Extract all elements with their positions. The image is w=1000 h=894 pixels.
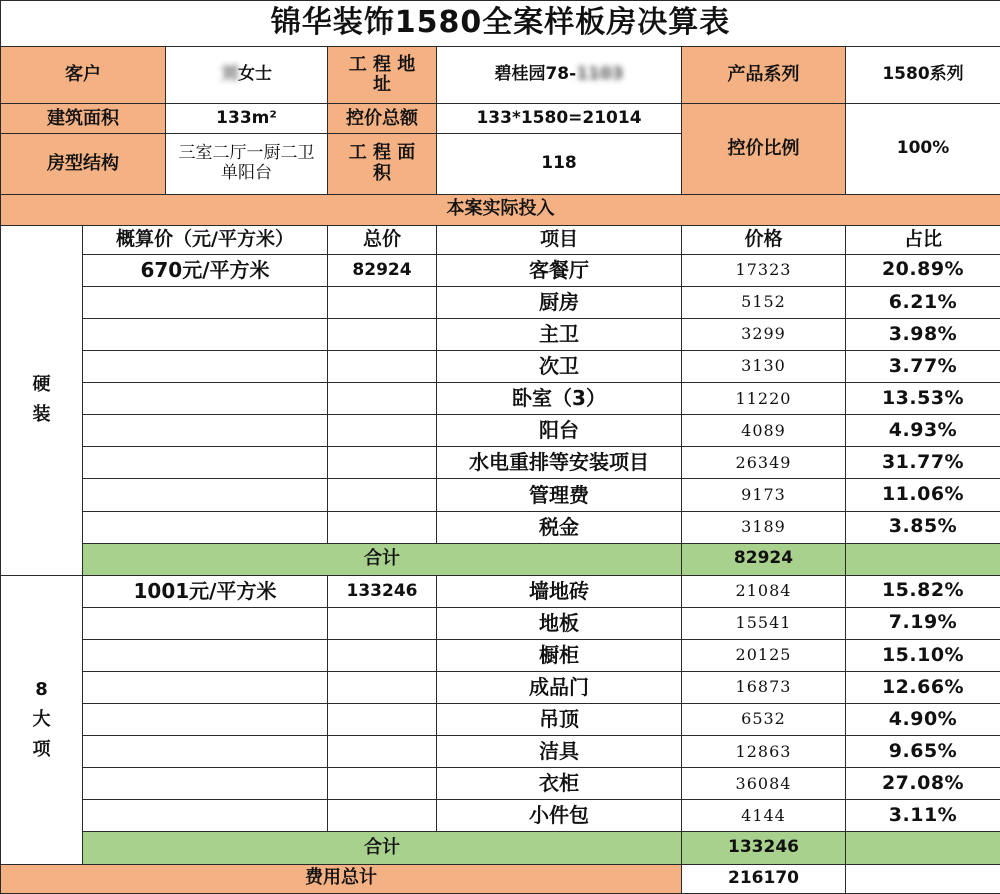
- table-row: [1, 800, 1000, 832]
- series-label: 产品系列: [682, 47, 846, 104]
- control-ratio-value: 100%: [846, 104, 1000, 194]
- empty-cell: [328, 800, 437, 832]
- item-price: 11220: [682, 383, 846, 415]
- item-name: 次卫: [437, 351, 682, 383]
- item-name: 客餐厅: [437, 254, 682, 286]
- item-name: 税金: [437, 511, 682, 543]
- item-price: 4089: [682, 415, 846, 447]
- item-name: 管理费: [437, 479, 682, 511]
- table-row: [1, 639, 1000, 671]
- hard-subtotal-label: 合计: [83, 543, 682, 575]
- empty-cell: [83, 415, 328, 447]
- item-price: 16873: [682, 672, 846, 704]
- empty-cell: [328, 607, 437, 639]
- empty-cell: [328, 672, 437, 704]
- item-name: 水电重排等安装项目: [437, 447, 682, 479]
- column-total: 总价: [328, 225, 437, 254]
- item-ratio: 15.10%: [846, 639, 1000, 671]
- item-name: 厨房: [437, 286, 682, 318]
- section-label-char: 大: [32, 708, 51, 730]
- item-price: 21084: [682, 575, 846, 607]
- item-ratio: 31.77%: [846, 447, 1000, 479]
- customer-label: 客户: [1, 47, 166, 104]
- item-ratio: 12.66%: [846, 672, 1000, 704]
- item-name: 洁具: [437, 736, 682, 768]
- table-row: [1, 575, 1000, 607]
- item-price: 3130: [682, 351, 846, 383]
- item-price: 26349: [682, 447, 846, 479]
- column-ratio: 占比: [846, 225, 1000, 254]
- item-ratio: 7.19%: [846, 607, 1000, 639]
- section-label-char: 项: [32, 738, 51, 760]
- column-estimate: 概算价（元/平方米）: [83, 225, 328, 254]
- section-label-char: 硬: [32, 374, 51, 396]
- empty-cell: [328, 286, 437, 318]
- customer-name: [166, 47, 328, 104]
- item-price: 36084: [682, 768, 846, 800]
- item-ratio: 27.08%: [846, 768, 1000, 800]
- page-title: 锦华装饰1580全案样板房决算表: [1, 1, 1000, 47]
- customer-name-blurred: 刘: [221, 64, 238, 85]
- hard-rate: 670元/平方米: [83, 254, 328, 286]
- area-label: 建筑面积: [1, 104, 166, 134]
- empty-cell: [83, 639, 328, 671]
- empty-cell: [83, 736, 328, 768]
- empty-cell: [328, 736, 437, 768]
- layout-label: 房型结构: [1, 134, 166, 194]
- item-ratio: 9.65%: [846, 736, 1000, 768]
- item-price: 12863: [682, 736, 846, 768]
- table-row: [1, 286, 1000, 318]
- empty-cell: [328, 447, 437, 479]
- empty-cell: [846, 832, 1000, 864]
- table-row: [1, 254, 1000, 286]
- empty-cell: [328, 415, 437, 447]
- table-row: [1, 383, 1000, 415]
- item-name: 地板: [437, 607, 682, 639]
- item-ratio: 3.11%: [846, 800, 1000, 832]
- area-value: 133m²: [166, 104, 328, 134]
- empty-cell: [328, 704, 437, 736]
- table-row: [1, 447, 1000, 479]
- layout-value: 三室二厅一厨二卫 单阳台: [166, 134, 328, 194]
- table-row: [1, 351, 1000, 383]
- item-price: 20125: [682, 639, 846, 671]
- item-ratio: 13.53%: [846, 383, 1000, 415]
- major-rate: 1001元/平方米: [83, 575, 328, 607]
- address-prefix: 碧桂园78-: [494, 64, 577, 85]
- item-ratio: 20.89%: [846, 254, 1000, 286]
- total-control-label: 控价总额: [328, 104, 437, 134]
- subtotal-row: [1, 543, 1000, 575]
- item-ratio: 11.06%: [846, 479, 1000, 511]
- address-label: 工 程 地 址: [328, 47, 437, 104]
- address-value: [437, 47, 682, 104]
- item-price: 15541: [682, 607, 846, 639]
- column-price: 价格: [682, 225, 846, 254]
- item-price: 5152: [682, 286, 846, 318]
- item-name: 成品门: [437, 672, 682, 704]
- project-area-label: 工 程 面 积: [328, 134, 437, 194]
- empty-cell: [83, 318, 328, 350]
- actual-investment-header: 本案实际投入: [1, 194, 1000, 225]
- table-row: [1, 479, 1000, 511]
- table-row: [1, 607, 1000, 639]
- item-ratio: 15.82%: [846, 575, 1000, 607]
- item-price: 3299: [682, 318, 846, 350]
- empty-cell: [83, 768, 328, 800]
- item-price: 17323: [682, 254, 846, 286]
- empty-cell: [328, 511, 437, 543]
- item-name: 阳台: [437, 415, 682, 447]
- major-subtotal-value: 133246: [682, 832, 846, 864]
- empty-cell: [83, 704, 328, 736]
- table-row: [1, 768, 1000, 800]
- empty-cell: [83, 511, 328, 543]
- empty-cell: [83, 286, 328, 318]
- table-row: [1, 318, 1000, 350]
- table-row: [1, 415, 1000, 447]
- section-label-char: 装: [32, 404, 51, 426]
- control-ratio-label: 控价比例: [682, 104, 846, 194]
- item-price: 9173: [682, 479, 846, 511]
- project-area-value: 118: [437, 134, 682, 194]
- table-row: [1, 736, 1000, 768]
- empty-cell: [328, 383, 437, 415]
- item-price: 6532: [682, 704, 846, 736]
- item-ratio: 6.21%: [846, 286, 1000, 318]
- empty-cell: [328, 768, 437, 800]
- empty-cell: [83, 479, 328, 511]
- item-ratio: 3.98%: [846, 318, 1000, 350]
- grand-total-value: 216170: [682, 864, 846, 893]
- total-control-value: 133*1580=21014: [437, 104, 682, 134]
- empty-cell: [83, 800, 328, 832]
- column-item: 项目: [437, 225, 682, 254]
- grand-total-row: [1, 864, 1000, 893]
- hard-total: 82924: [328, 254, 437, 286]
- item-ratio: 4.93%: [846, 415, 1000, 447]
- section-label-char: 8: [35, 678, 48, 700]
- item-name: 墙地砖: [437, 575, 682, 607]
- series-value: 1580系列: [846, 47, 1000, 104]
- item-price: 4144: [682, 800, 846, 832]
- empty-cell: [83, 383, 328, 415]
- address-blurred: 1103: [576, 64, 624, 85]
- empty-cell: [328, 639, 437, 671]
- major-subtotal-label: 合计: [83, 832, 682, 864]
- customer-name-suffix: 女士: [238, 64, 272, 85]
- table-row: [1, 704, 1000, 736]
- table-row: [1, 511, 1000, 543]
- empty-cell: [328, 351, 437, 383]
- subtotal-row: [1, 832, 1000, 864]
- grand-total-label: 费用总计: [1, 864, 682, 893]
- item-ratio: 3.77%: [846, 351, 1000, 383]
- item-name: 主卫: [437, 318, 682, 350]
- item-name: 衣柜: [437, 768, 682, 800]
- empty-cell: [328, 318, 437, 350]
- item-ratio: 4.90%: [846, 704, 1000, 736]
- empty-cell: [328, 479, 437, 511]
- item-ratio: 3.85%: [846, 511, 1000, 543]
- empty-cell: [846, 543, 1000, 575]
- table-row: [1, 672, 1000, 704]
- empty-cell: [83, 672, 328, 704]
- item-price: 3189: [682, 511, 846, 543]
- empty-cell: [83, 607, 328, 639]
- major-total: 133246: [328, 575, 437, 607]
- item-name: 橱柜: [437, 639, 682, 671]
- hard-section-label: [1, 225, 83, 575]
- item-name: 卧室（3）: [437, 383, 682, 415]
- major-section-label: [1, 575, 83, 864]
- item-name: 小件包: [437, 800, 682, 832]
- empty-cell: [846, 864, 1000, 893]
- empty-cell: [83, 351, 328, 383]
- empty-cell: [83, 447, 328, 479]
- item-name: 吊顶: [437, 704, 682, 736]
- hard-subtotal-value: 82924: [682, 543, 846, 575]
